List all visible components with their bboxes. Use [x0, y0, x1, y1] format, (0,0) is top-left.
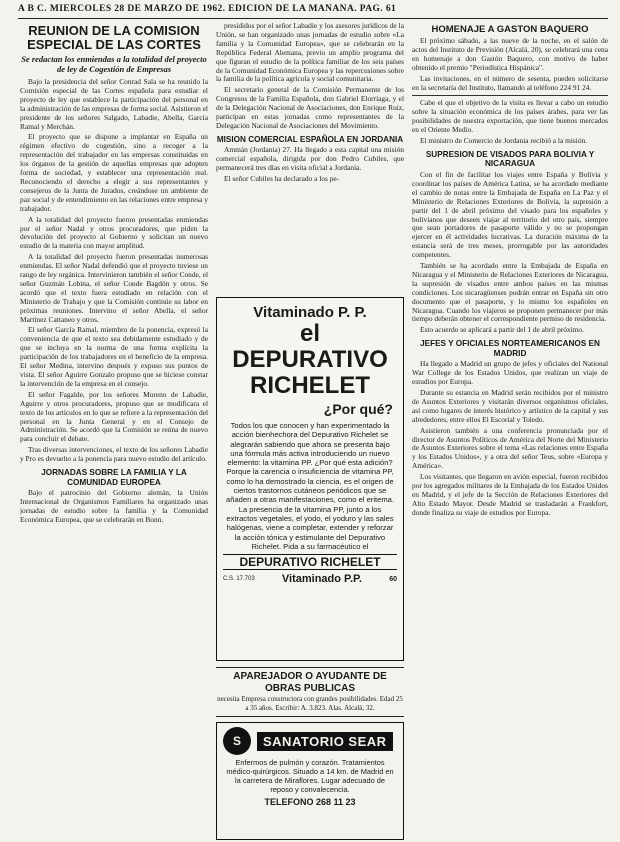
advert-line-richelet: RICHELET — [250, 372, 370, 399]
article-paragraph: presididos por el señor Labadie y los asesores jurídicos de la Unión, se han organizado unas jornadas de estudio sobre «La familia y la Comunidad Europea», que se celebrarán en la República Federal Alemana, previo un amplio programa del que figuran el estudio de la política familiar de los seis países de la Comunidad Económica Europea y las repercusiones sobre la familia de la política agrícola y social comunitaria. — [216, 22, 404, 84]
advert-footer — [223, 573, 397, 585]
section-head-familia: JORNADAS SOBRE LA FAMILIA Y LA COMUNIDAD EUROPEA — [41, 468, 187, 487]
article-paragraph: También se ha acordado entre la Embajada de España en Nicaragua y el Ministerio de Relaciones Exteriores de Nicaragua, la supresión de visados entre ambos países en las mismas condiciones. Los nicaragüenses podrán entrar en España sin otro documento que el pasaporte, y lo mismo los españoles en Nicaragua. Cuando los viajeros se proponen permanecer por más tiempo deberán obtener el correspondiente permiso de residencia. — [412, 261, 608, 324]
article-paragraph: Ha llegado a Madrid un grupo de jefes y oficiales del National War College de los Estados Unidos, que realizan un viaje de estudios por Europa. — [412, 359, 608, 387]
article-paragraph: Durante su estancia en Madrid serán recibidos por el ministro de Asuntos Exteriores y visitarán diversos organismos oficiales, así como lugares de interés histórico y artístico de la capital y sus alrededores, entre ellos El Escorial y Toledo. — [412, 388, 608, 424]
article-paragraph: Tras diversas intervenciones, el texto de los señores Labadie y Pro es devuelto a la ponencia para nuevo estudio del artículo. — [20, 445, 208, 464]
article-paragraph: El proyecto que se dispone a implantar en España un régimen efectivo de cogestión, sino a recoger a la representación del trabajador en las empresas constituidas en los órganos de la gestión de aquellas empresas que adopten forma de sociedad, y establecer una representación real. Reconociendo el derecho a elegir a sus representantes y consejeros de la Junta de Jurados, creándose un ambiente de paz social y de entendimiento en las relaciones entre empresa y trabajador. — [20, 132, 208, 213]
advert-sear-name: SANATORIO SEAR — [257, 732, 393, 751]
article-paragraph: Bajo el patrocinio del Gobierno alemán, la Unión Internacional de Organismos Familiares ha organizado unas jornadas de estudio sobre la familia y la Comunidad Económica Europea, que se celebrarán en Bonn. — [20, 488, 208, 524]
column-right — [412, 22, 608, 838]
article-paragraph: Asistieron también a una conferencia pronunciada por el director de Asuntos Políticos de América del Norte del Ministerio de Asuntos Exteriores sobre el tema «Las relaciones entre España y los Estados Unidos», y a otra del señor Teus, sobre «Europa y América». — [412, 425, 608, 471]
advert-body: Todos los que conocen y han experimentado la acción bienhechora del Depurativo Richelet se alegrarán sabiendo que ahora se presenta bajo una fórmula más activa introduciendo un nuevo elemento: la vitamina PP. ¿Por qué esta adición? Porque la carencia o insuficiencia de vitamina PP, como lo ha demostrado la ciencia, es el origen de ciertos trastornos cutáneos periódicos que se añaden a otras manifestaciones, como el eritema. La presencia de la vitamina PP, junto a los extractos vegetales, el yodo, el yoduro y las sales halógenas, viene a completar, extender y reforzar la acción tónica y estimulante del Depurativo Richelet. Pida a su farmacéutico el — [226, 421, 394, 551]
advert-question: ¿Por qué? — [323, 401, 393, 417]
section-head-visados: SUPRESION DE VISADOS PARA BOLIVIA Y NICARAGUA — [425, 149, 595, 169]
advert-number: 60 — [389, 575, 397, 583]
advert-line-depurativo: el DEPURATIVO — [232, 320, 388, 373]
column-left — [20, 22, 208, 838]
article-paragraph: Bajo la presidencia del señor Conrad Sala se ha reunido la Comisión especial de las Cortes española para estudiar el proyecto de ley que establece la participación del personal en la administración de las empresas de forma social. Asistieron el presidente de los señores Salgado, Labadie, Abella, García Ramal y Merchán. — [20, 77, 208, 131]
advert-aparejador-title: APAREJADOR O AYUDANTE DE OBRAS PUBLICAS — [233, 671, 387, 694]
advert-vitaminado-tag: Vitaminado P.P. — [281, 573, 362, 586]
article-paragraph: Las invitaciones, en el número de sesenta, pueden solicitarse en la secretaría del Instituto, llamando al teléfono 224 91 24. — [412, 73, 608, 92]
section-head-jefes: JEFES Y OFICIALES NORTEAMERICANOS EN MADRID — [420, 339, 600, 358]
article-paragraph: Esto acuerdo se aplicará a partir del 1 de abril próximo. — [420, 325, 584, 335]
divider — [412, 95, 608, 96]
article-paragraph: Cabe el que el objetivo de la visita es llevar a cabo un estudio sobre la situación económica de los países árabes, para ver las posibilidades de nuestra exportación, que tiene buenos mercados en el Oriente Medio. — [412, 98, 608, 135]
article-paragraph: El señor Fagalde, por los señores Moreno de Labadie, Aguirre y otros procuradores, propuso que se modificara el texto de los artículos en lo que se refiere a la representación del personal en la Junta General y en el Consejo de Administración. Se acordó que la Comisión se reúna de nuevo para concluir el debate. — [20, 389, 208, 444]
advert-sear-header — [223, 727, 397, 755]
advert-registration: C.S. 17.703 — [223, 576, 255, 583]
advert-aparejador-body: necesita Empresa constructora con grandes posibilidades. Edad 25 a 35 años. Escribir: A. 3.823. Alas. Alcalá, 32. — [217, 695, 403, 712]
headline-cortes: REUNION DE LA COMISION ESPECIAL DE LAS CORTES — [27, 23, 201, 52]
section-head-jordania: MISION COMERCIAL ESPAÑOLA EN JORDANIA — [216, 134, 404, 144]
advert-brand: DEPURATIVO RICHELET — [223, 554, 397, 570]
advert-sear-body: Enfermos de pulmón y corazón. Tratamientos médico-quirúrgicos. Situado a 14 km. de Madrid en la carretera de Miraflores. Lugar adecuado de reposo y convalecencia. — [226, 758, 394, 794]
column-middle — [216, 22, 404, 294]
advert-sear-telephone: TELEFONO 268 11 23 — [264, 797, 356, 807]
article-paragraph: El señor García Ramal, miembro de la ponencia, expresó la conveniencia de que el texto sea debidamente estudiado y de que se incluya en la norma de una forma explícita la participación de los trabajadores en el beneficio de la empresa. El señor Medina, intervino después y expuso sus puntos de vista. El señor Aguirre Gonzalo propuso que se hiciese constar la intervención de la empresa en el consejo. — [20, 325, 208, 388]
headline-homenaje: HOMENAJE A GASTON BAQUERO — [431, 24, 589, 35]
sear-logo-icon: S — [223, 727, 251, 755]
article-paragraph: El próximo sábado, a las nueve de la noche, en el salón de actos del Instituto de Previsión (Alcalá, 20), se celebrará una cena en homenaje a don Gastón Baquero, con motivo de haber obtenido el premio "Periodística Hispánica". — [412, 36, 608, 72]
article-paragraph: El señor Cubiles ha declarado a los pe- — [224, 174, 340, 184]
advert-line-vitaminado: Vitaminado P. P. — [253, 304, 367, 321]
advert-depurativo-richelet — [216, 297, 404, 661]
advert-sanatorio-sear — [216, 722, 404, 840]
advert-aparejador — [216, 667, 404, 717]
masthead: A B C. MIERCOLES 28 DE MARZO DE 1962. EDICION DE LA MAÑANA. PAG. 61 — [18, 4, 608, 19]
subhead-cogestion: Se redactan los enmiendas a la totalidad del proyecto de ley de Cogestión de Empresas — [21, 54, 207, 74]
article-paragraph: Los visitantes, que llegaron en avión especial, fueron recibidos por los agregados militares de la Embajada de los Estados Unidos en Madrid, y el jefe de la Sección de Relaciones Exteriores del Alto Estado Mayor. Desde Madrid se trasladarán a Frankfort, donde finaliza su viaje de estudios por Europa. — [412, 472, 608, 517]
article-paragraph: A la totalidad del proyecto fueron presentadas numerosas enmiendas. El señor Nadal defendió que el proyecto tuviese un rango de ley orgánica. Intervinieron también el señor Conde, el señor Guzmán Lobina, el señor Conde Bagdón y otros. Se acordó que el texto fuera estudiado en relación con el Ministerio de Trabajo y que la Comisión continúe su labor en próximas reuniones. Intervino el señor Abella, el señor Martínez Cattaneo y otros. — [20, 252, 208, 324]
article-paragraph: A la totalidad del proyecto fueron presentadas enmiendas por el señor Nadal y otros procuradores, que piden la devolución del proyecto al Gobierno y solicitan un nuevo estudio de la materia con mayor amplitud. — [20, 214, 208, 251]
article-paragraph: Ammán (Jordania) 27. Ha llegado a esta capital una misión comercial española, dirigida por don Pedro Cubiles, que permanecerá tres días en visita oficial a Jordania. — [216, 145, 404, 173]
article-paragraph: El secretario general de la Comisión Permanente de los Congresos de la Familia Española, don Gabriel Elorriaga, y el de la Delegación Nacional de Asociaciones, don Enrique Ruiz, participan en estas jornadas como representantes de la Delegación Nacional de Asociaciones del Movimiento. — [216, 85, 404, 130]
article-paragraph: El ministro de Comercio de Jordania recibió a la misión. — [420, 136, 588, 146]
article-paragraph: Con el fin de facilitar los viajes entre España y Bolivia y coordinar los países de América Latina, se ha acordado mediante el cambio de notas entre la Embajada de España en La Paz y el Ministerio de Relaciones Exteriores de Bolivia, la supresión a partir del 1 de abril próximo del visado para los españoles y bolivianos que deseen viajar al territorio del otro país, siempre que sean portadores de pasaporte válido y no se propongan ejercer en él actividades lucrativas. La duración máxima de la estancia será de tres meses, prorrogable por las autoridades competentes. — [412, 169, 608, 260]
